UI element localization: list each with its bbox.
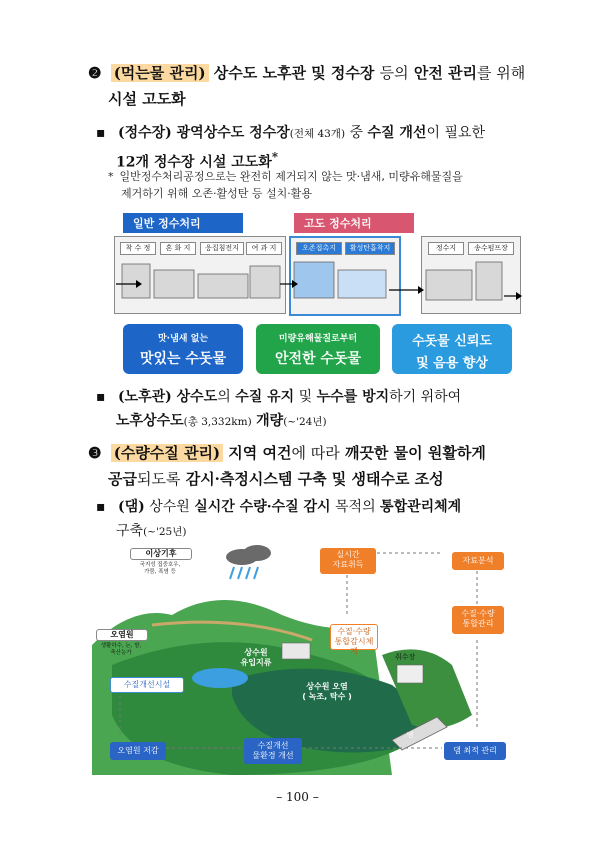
tag-general-treatment: 일반 정수처리 (123, 213, 243, 233)
section-3-number: ❸ (88, 444, 102, 462)
note-1 (108, 168, 463, 185)
card-safe-water (256, 324, 380, 374)
section-3-text: 지역 여건 (228, 444, 292, 462)
section-3-line2 (108, 466, 444, 492)
step-box: 송수펌프장 (468, 242, 514, 255)
bullet-text: (~'24년) (283, 416, 327, 428)
card-bottom: 및 음용 향상 (416, 356, 488, 371)
bullet-text: (전체 43개) (289, 128, 346, 140)
step-box: 착 수 정 (120, 242, 156, 255)
bullet-text: 의 (217, 389, 231, 405)
card-bottom: 안전한 수돗물 (274, 351, 362, 367)
inflow-label: 상수원 유입지류 (240, 648, 272, 667)
bullet-text: (~'25년) (143, 526, 187, 538)
pollution-sub: 생활하수, 논, 밭, 축산농가 (100, 643, 142, 656)
step-box: 여 과 지 (246, 242, 282, 255)
card-top: 맛·냄새 없는 (157, 334, 209, 344)
intake-label: 취수장 (394, 653, 416, 661)
reduce-box: 오염원 저감 (110, 742, 166, 760)
bullet-text: (댐) (117, 499, 145, 515)
bullet-text: (정수장) 광역상수도 정수장 (117, 125, 290, 141)
step-box: 오존접촉지 (296, 242, 342, 255)
bullet-text: 수질 개선 (367, 125, 427, 141)
realtime-box: 실시간 자료취득 (320, 548, 376, 574)
footnote-mark: * (271, 150, 278, 164)
section-3-text: 감시·측정시스템 구축 및 생태수로 조성 (185, 470, 444, 488)
section-3-highlight: (수량수질 관리) (111, 444, 223, 462)
bullet-text: 및 (298, 389, 313, 405)
section-2-number: ❷ (88, 64, 102, 82)
bullet-text: 하기 위하여 (389, 389, 462, 405)
step-box: 활성탄흡착지 (345, 242, 395, 255)
step-box: 응집침전지 (200, 242, 244, 255)
bullet-text: 이 필요한 (426, 125, 486, 141)
bullet-text: 실시간 수량·수질 감시 (194, 499, 331, 515)
note-mark: * (108, 170, 114, 183)
section-2-text: 를 위해 (477, 64, 526, 82)
integrated-mgmt-box: 수질·수량 통합관리 (452, 606, 504, 634)
note-text: 일반정수처리공정으로는 완전히 제거되지 않는 맛·냄새, 미량유해물질을 (119, 170, 463, 183)
bullet-old-pipes (96, 384, 461, 410)
section-3-text: 공급 (108, 470, 137, 488)
section-2-text: 상수도 노후관 및 정수장 (213, 64, 375, 82)
section-2-heading (88, 60, 525, 86)
section-2-text: 안전 관리 (413, 64, 478, 82)
section-2-text: 등의 (379, 64, 409, 82)
bullet-mark: ▪ (96, 499, 106, 515)
section-2-highlight: (먹는물 관리) (111, 64, 209, 82)
tag-underline (123, 230, 223, 232)
improve-box: 수질개선 물환경 개선 (244, 738, 302, 764)
climate-title: 이상기후 (145, 549, 177, 558)
bullet-mark: ▪ (96, 125, 106, 141)
dam-label: 댐 (406, 731, 414, 739)
page-number: – 100 – (276, 790, 319, 804)
bullet-text: (노후관) 상수도 (117, 389, 218, 405)
tag-advanced-treatment: 고도 정수처리 (294, 213, 414, 233)
bullet-text: 수질 유지 (235, 389, 295, 405)
analysis-box: 자료분석 (452, 552, 504, 570)
card-top: 수돗물 신뢰도 (412, 334, 492, 349)
card-trust (392, 324, 512, 374)
section-3-text: 되도록 (136, 470, 181, 488)
tag-underline (294, 230, 394, 232)
card-tasty-water (123, 324, 243, 374)
step-box: 혼 화 지 (160, 242, 196, 255)
bullet-water-plant (96, 120, 485, 147)
card-bottom: 맛있는 수돗물 (139, 351, 227, 367)
section-3-heading (88, 440, 486, 466)
section-2-line2: 시설 고도화 (108, 90, 186, 108)
climate-sub: 국지성 집중호우, 가뭄, 폭염 등 (139, 562, 181, 575)
climate-box (130, 548, 192, 560)
pollution-box: 오염원 (96, 629, 148, 641)
optimal-box: 댐 최적 관리 (444, 742, 506, 760)
section-3-text: 깨끗한 물이 원활하게 (344, 444, 486, 462)
process-illustration (114, 256, 524, 312)
bullet-text: 상수원 (149, 499, 190, 515)
card-top: 미량유해물질로부터 (278, 334, 358, 344)
bullet-old-pipes-line2 (116, 408, 327, 435)
bullet-text: 개량 (256, 413, 284, 429)
section-3-text: 에 따라 (291, 444, 340, 462)
bullet-dam-line2 (116, 518, 186, 545)
bullet-text: 누수를 방지 (316, 389, 390, 405)
bullet-text: 목적의 (335, 499, 376, 515)
facility-box: 수질개선시설 (110, 677, 184, 693)
step-box: 정수지 (428, 242, 464, 255)
monitoring-box: 수질·수량 통합감시체계 (330, 624, 378, 650)
bullet-dam (96, 494, 461, 520)
bullet-text: 통합관리체계 (380, 499, 462, 515)
watershed-illustration (92, 545, 522, 775)
bullet-text: 구축 (116, 523, 144, 539)
bullet-text: (총 3,332km) (183, 416, 252, 428)
bullet-text: 중 (349, 125, 364, 141)
bullet-text: 노후상수도 (116, 413, 184, 429)
note-1-line2: 제거하기 위해 오존·활성탄 등 설치·활용 (121, 187, 312, 200)
bullet-text: 12개 정수장 시설 고도화 (116, 154, 272, 171)
source-pollution-label: 상수원 오염 ( 녹조, 탁수 ) (302, 682, 352, 701)
bullet-mark: ▪ (96, 389, 106, 405)
